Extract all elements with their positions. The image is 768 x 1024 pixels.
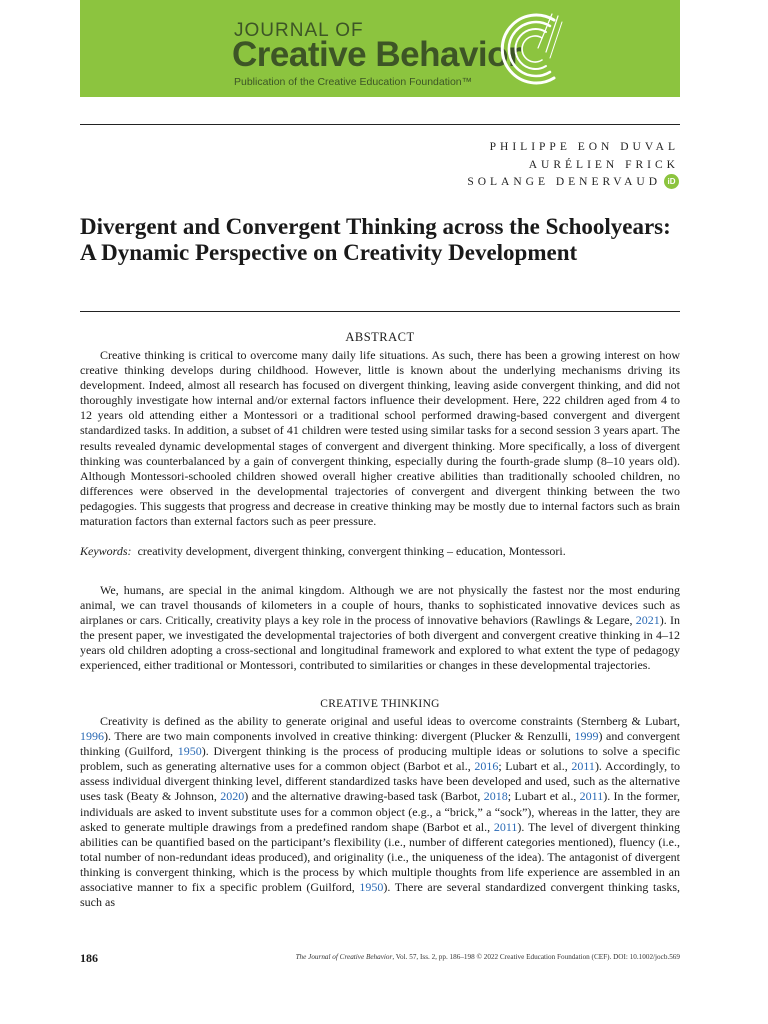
journal-citation [296,953,680,961]
citation-link[interactable]: 2011 [579,789,604,804]
section-paragraph [80,714,680,910]
author-name: PHILIPPE EON DUVAL [489,141,679,153]
section-heading: CREATIVE THINKING [320,698,440,710]
keywords-label: Keywords: [80,544,132,558]
paragraph-text: ). Accordingly, to assess individual divergent thinking level, different standardized tasks have been developed and used, such as the alternative uses task (Beaty & Johnson, [80,759,681,804]
journal-banner [80,0,680,97]
citation-link[interactable]: 2011 [571,759,595,774]
paragraph-text: ) and the alternative drawing-based task (Barbot, [244,789,484,804]
citation-link[interactable]: 2018 [483,789,508,804]
journal-citation-details: , Vol. 57, Iss. 2, pp. 186–198 © 2022 Creative Education Foundation (CEF). DOI: 10.1002/jocb.569 [392,953,680,961]
intro-paragraph [80,583,680,674]
citation-link[interactable]: 2021 [635,613,660,628]
paragraph-text: ). In the present paper, we investigated the developmental trajectories of both divergent and convergent creative thinking in 4–12 years old children adopting a cross-sectional and longitudinal framework and explored to what extent the type of pedagogy experienced, either traditional or Montessori, contributed to similarities or changes in these developmental trajectories. [80,613,681,673]
orcid-icon[interactable]: iD [664,174,679,189]
author-list [467,139,679,192]
journal-citation-name: The Journal of Creative Behavior [295,953,393,961]
abstract-text: Creative thinking is critical to overcome many daily life situations. As such, there has been a growing interest on how creative thinking develops during childhood. However, little is known about the underlying mechanisms driving its development. Indeed, almost all research has focused on divergent thinking, leaving aside convergent thinking, and did not thoroughly investigate how internal and/or external factors influence their development. Here, 222 children aged from 4 to 12 years old attending either a Montessori or a traditional school performed drawing-based convergent and divergent standardized tasks. In addition, a subset of 41 children were tested using similar tasks for a second session 3 years apart. The results revealed dynamic developmental stages of convergent and divergent thinking. More specifically, a loss of divergent thinking was counterbalanced by a gain of convergent thinking, especially during the fourth-grade slump (8–10 years old). Although Montessori-schooled children showed overall higher creative abilities than traditionally schooled children, no differences were observed in the developmental trajectories of convergent and divergent thinking between the two pedagogies. This suggests that progress and decrease in creative thinking may be mostly due to internal factors such as brain maturation factors than external factors such as peer pressure. [80,348,680,529]
paragraph-text: ; Lubart et al., [507,789,580,804]
paragraph-text: We, humans, are special in the animal kingdom. Although we are not physically the fastest nor the most enduring animal, we can travel thousands of kilometers in a couple of hours, thanks to sophisticated innovative devices such as airplanes or cars. Critically, creativity plays a key role in the process of innovative behaviors (Rawlings & Legare, [80,583,680,628]
title-divider [80,311,680,312]
concentric-c-logo-icon [492,8,572,90]
journal-name-line2: Creative Behavior [232,35,522,74]
journal-publisher-line: Publication of the Creative Education Foundation™ [234,76,473,88]
citation-link[interactable]: 2020 [220,789,245,804]
paragraph-text: ) and convergent thinking (Guilford, [80,729,680,759]
paragraph-text: ). In the former, individuals are asked to invent substitute uses for a common object (e.g., a “brick,” a “sock”), whereas in the latter, they are asked to generate multiple drawings from a predefined random shape (Barbot et al., [80,789,681,834]
paragraph-text: ). Divergent thinking is the process of producing multiple ideas or solutions to solve a specific problem, such as generating alternative uses for a common object (Barbot et al., [80,744,680,774]
abstract-heading: ABSTRACT [345,330,415,344]
article-title: Divergent and Convergent Thinking across the Schoolyears: A Dynamic Perspective on Creativity Development [80,214,671,265]
citation-link[interactable]: 1950 [177,744,202,759]
citation-link[interactable]: 1996 [80,729,104,744]
page-number: 186 [80,951,98,965]
keywords-text: creativity development, divergent thinking, convergent thinking – education, Montessori. [137,544,566,558]
paragraph-text: Creativity is defined as the ability to generate original and useful ideas to overcome constraints (Sternberg & Lubart, [100,714,680,728]
paragraph-text: ; Lubart et al., [498,759,572,774]
journal-name-line1: JOURNAL OF [234,20,364,41]
author-name: AURÉLIEN FRICK [528,158,679,171]
paragraph-text: ). There are two main components involved in creative thinking: divergent (Plucker & Renzulli, [104,729,575,744]
author-name: SOLANGE DENERVAUD [467,176,661,188]
keywords [80,544,680,559]
paragraph-text: ). The level of divergent thinking abilities can be quantified based on the participant’s flexibility (i.e., number of different categories mentioned), fluency (i.e., total number of non-redundant ideas produced), and originality (i.e., the uniqueness of the idea). The antagonist of divergent thinking is convergent thinking, which is the process by which multiple thoughts from life experience are assembled in an associative manner to fix a specific problem (Guilford, [80,819,680,895]
citation-link[interactable]: 2016 [474,759,499,774]
citation-link[interactable]: 2011 [493,819,518,834]
paragraph-text: ). There are several standardized convergent thinking tasks, such as [80,880,680,910]
citation-link[interactable]: 1950 [359,880,384,895]
header-divider [80,124,680,125]
citation-link[interactable]: 1999 [574,729,599,744]
